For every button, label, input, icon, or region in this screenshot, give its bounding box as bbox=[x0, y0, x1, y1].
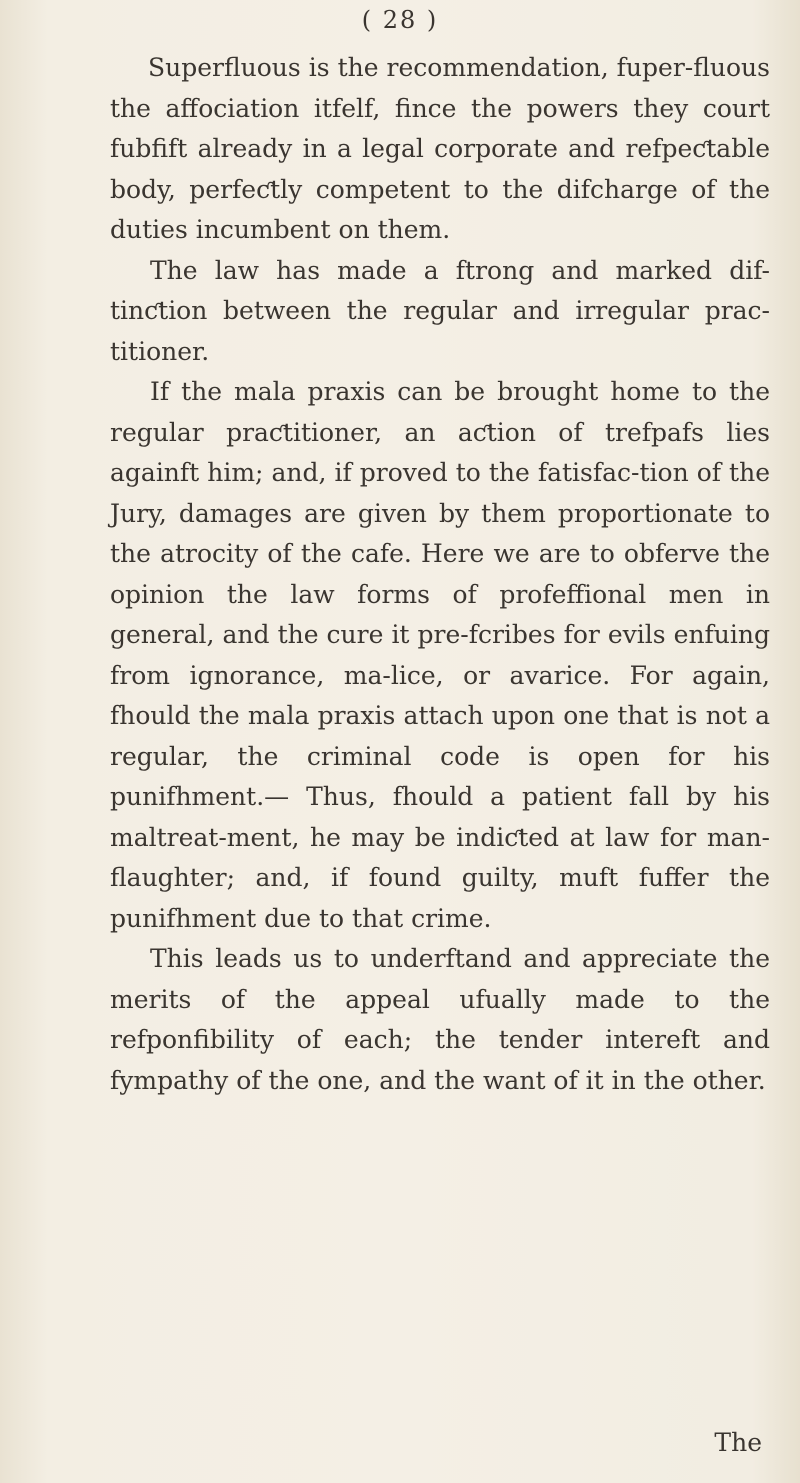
page-number: ( 28 ) bbox=[361, 6, 439, 34]
body-text bbox=[110, 48, 770, 1101]
paragraph-1: Superfluous is the recommendation, fuper-fluous the affociation itfelf, fince the powers they court fubfift already in a legal corporate and refpeƈtable body, perfeƈtly competent to the difcharge of the duties incumbent on them. bbox=[110, 53, 770, 244]
paragraph-2: The law has made a ftrong and marked dif-tinƈtion between the regular and irregular prac-titioner. bbox=[110, 255, 770, 366]
catchword: The bbox=[714, 1428, 762, 1457]
paragraph-3: If the mala praxis can be brought home to the regular praƈtitioner, an aƈtion of trefpafs lies againft him; and, if proved to the fatisfac-tion of the Jury, damages are given by them proportionate to the atrocity of the cafe. Here we are to obferve the opinion the law forms of profeffional men in general, and the cure it pre-fcribes for evils enfuing from ignorance, ma-lice, or avarice. For again, fhould the mala praxis attach upon one that is not a regular, the criminal code is open for his punifhment.— Thus, fhould a patient fall by his maltreat-ment, he may be indiƈted at law for man-flaughter; and, if found guilty, muft fuffer the punifhment due to that crime. bbox=[110, 377, 770, 933]
paragraph-4: This leads us to underftand and appreciate the merits of the appeal ufually made to the refponfibility of each; the tender intereft and fympathy of the one, and the want of it in the other. bbox=[110, 944, 770, 1095]
